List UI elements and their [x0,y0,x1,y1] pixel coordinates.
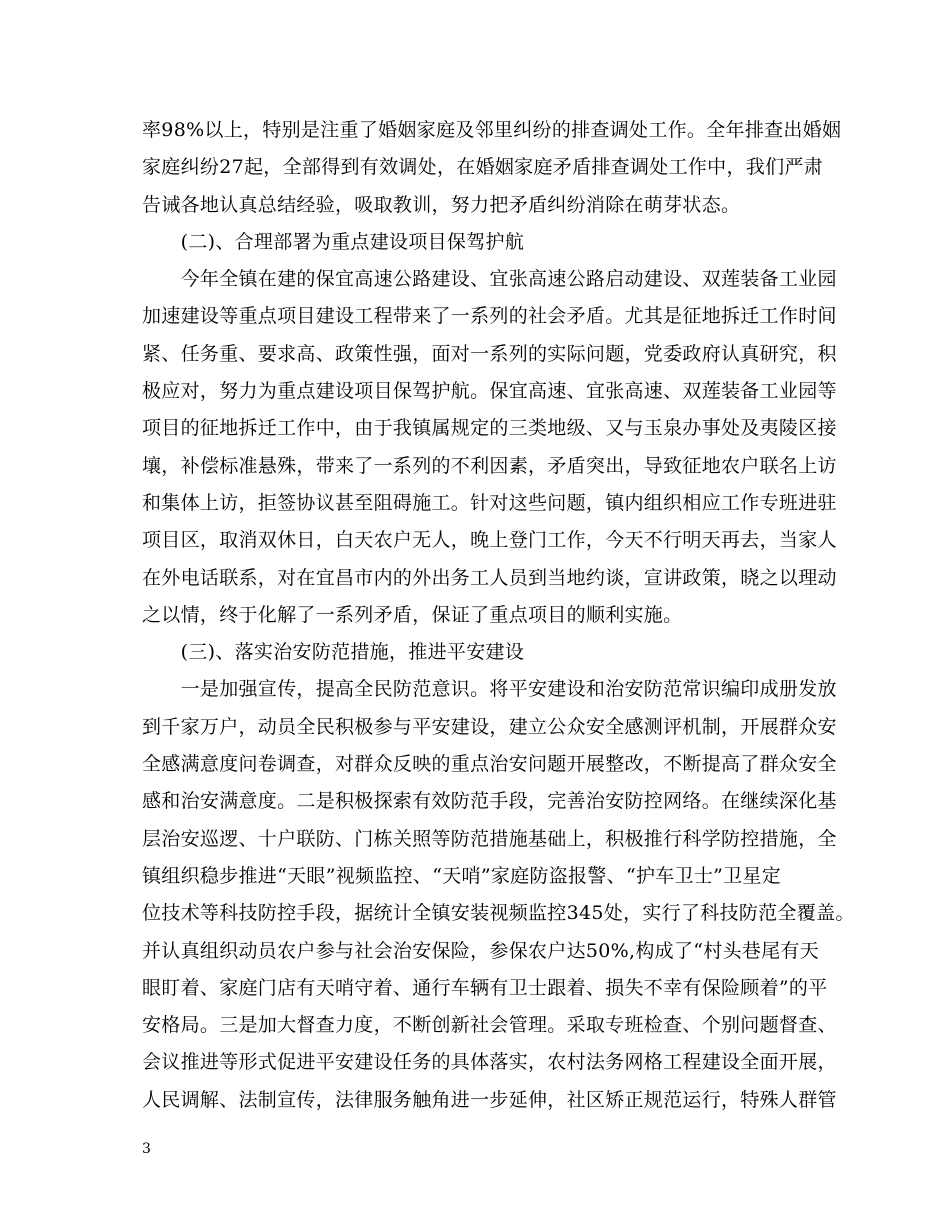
text-line: 人民调解、法制宣传，法律服务触角进一步延伸，社区矫正规范运行，特殊人群管 [142,1088,837,1111]
text-line: 极应对，努力为重点建设项目保驾护航。保宜高速、宜张高速、双莲装备工业园等 [142,380,837,403]
text-line: 率98%以上，特别是注重了婚姻家庭及邻里纠纷的排查调处工作。全年排查出婚姻 [142,119,842,141]
text-line: 紧、任务重、要求高、政策性强，面对一系列的实际问题，党委政府认真研究，积 [142,342,837,365]
text-line: 之以情，终于化解了一系列矛盾，保证了重点项目的顺利实施。 [142,603,683,626]
section-heading: (三)、落实治安防范措施，推进平安建设 [142,641,525,664]
text-line: 在外电话联系，对在宜昌市内的外出务工人员到当地约谈，宣讲政策，晓之以理动 [142,566,837,589]
text-line: 家庭纠纷27起，全部得到有效调处，在婚姻家庭矛盾排查调处工作中，我们严肃 [142,156,823,179]
text-line: 全感满意度问卷调查，对群众反映的重点治安问题开展整改，不断提高了群众安全 [142,753,837,776]
text-line: 项目区，取消双休日，白天农户无人，晚上登门工作，今天不行明天再去，当家人 [142,529,837,552]
text-line: 今年全镇在建的保宜高速公路建设、宜张高速公路启动建设、双莲装备工业园 [142,268,837,291]
text-line: 层治安巡逻、十户联防、门栋关照等防范措施基础上，积极推行科学防控措施，全 [142,827,837,850]
text-line: 会议推进等形式促进平安建设任务的具体落实，农村法务网格工程建设全面开展， [142,1051,837,1074]
text-line: 到千家万户，动员全民积极参与平安建设，建立公众安全感测评机制，开展群众安 [142,715,837,738]
text-line: 和集体上访，拒签协议甚至阻碍施工。针对这些问题，镇内组织相应工作专班进驻 [142,491,837,514]
text-line: 眼盯着、家庭门店有天哨守着、通行车辆有卫士跟着、损失不幸有保险顾着”的平 [142,976,828,999]
text-line: 位技术等科技防控手段，据统计全镇安装视频监控345处，实行了科技防范全覆盖。 [142,902,855,925]
text-line: 镇组织稳步推进“天眼”视频监控、“天哨”家庭防盗报警、“护车卫士”卫星定 [142,864,782,887]
text-line: 安格局。三是加大督查力度，不断创新社会管理。采取专班检查、个别问题督查、 [142,1014,837,1037]
text-line: 壤，补偿标准悬殊，带来了一系列的不利因素，矛盾突出，导致征地农户联名上访 [142,454,837,477]
text-line: 一是加强宣传，提高全民防范意识。将平安建设和治安防范常识编印成册发放 [142,678,837,701]
text-line: 加速建设等重点项目建设工程带来了一系列的社会矛盾。尤其是征地拆迁工作时间 [142,305,837,328]
text-line: 并认真组织动员农户参与社会治安保险，参保农户达50%,构成了“村头巷尾有天 [142,939,820,962]
text-line: 感和治安满意度。二是积极探索有效防范手段，完善治安防控网络。在继续深化基 [142,790,837,813]
text-line: 项目的征地拆迁工作中，由于我镇属规定的三类地级、又与玉泉办事处及夷陵区接 [142,417,837,440]
page-number: 3 [142,1141,151,1157]
section-heading: (二)、合理部署为重点建设项目保驾护航 [142,230,525,253]
body-text [142,112,855,1119]
text-line: 告诫各地认真总结经验，吸取教训，努力把矛盾纠纷消除在萌芽状态。 [142,193,741,216]
